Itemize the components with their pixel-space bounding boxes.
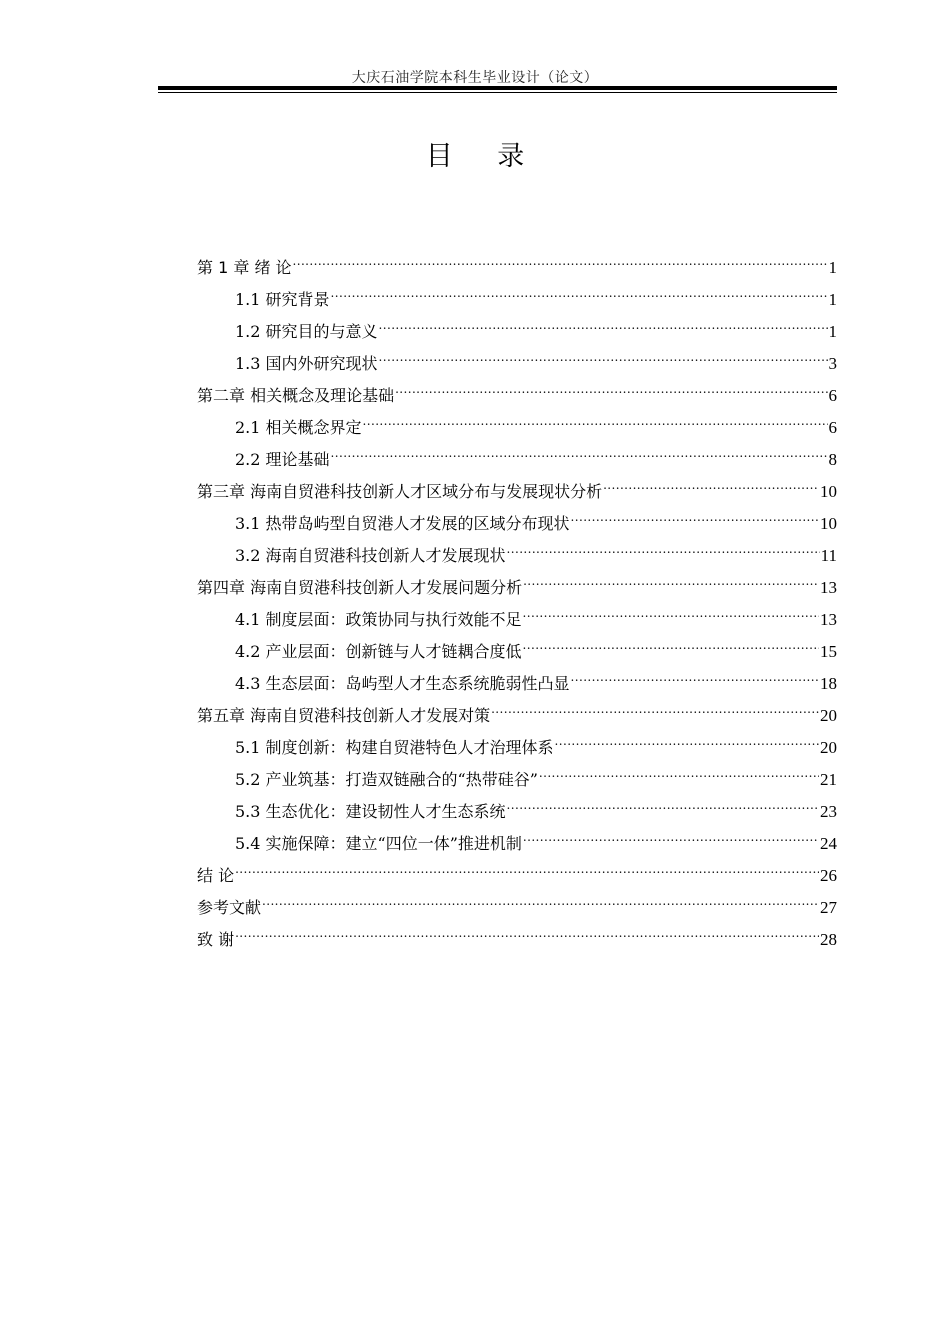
dot-leader	[235, 913, 819, 945]
dot-leader	[523, 561, 819, 593]
toc-title: 目 录	[425, 141, 543, 172]
toc-entry-label: 参考文献	[197, 898, 262, 917]
toc-entry-page: 18	[820, 674, 837, 693]
toc-entry-chapter-1[interactable]	[197, 241, 837, 277]
dot-leader	[523, 625, 819, 657]
toc-entry-page: 3	[828, 354, 837, 373]
toc-entry-page: 10	[820, 482, 837, 501]
toc-entry-page: 20	[820, 706, 837, 725]
toc-entry-conclusion[interactable]	[197, 849, 837, 885]
toc-entry-references[interactable]	[197, 881, 837, 917]
toc-entry-label: 5.3 生态优化：建设韧性人才生态系统	[235, 802, 506, 821]
toc-entry-page: 13	[820, 610, 837, 629]
dot-leader	[235, 849, 819, 881]
toc-entry-label: 4.3 生态层面：岛屿型人才生态系统脆弱性凸显	[235, 674, 570, 693]
dot-leader	[555, 721, 819, 753]
toc-entry-page: 26	[820, 866, 837, 885]
toc-entry-label: 5.1 制度创新：构建自贸港特色人才治理体系	[235, 738, 554, 757]
toc-entry-page: 1	[828, 322, 837, 341]
toc-entry-acknowledgements[interactable]	[197, 913, 837, 949]
toc-entry-page: 28	[820, 930, 837, 949]
toc-entry-page: 6	[828, 386, 837, 405]
toc-entry-page: 1	[828, 258, 837, 277]
toc-entry-label: 1.3 国内外研究现状	[235, 354, 378, 373]
toc-entry-label: 2.2 理论基础	[235, 450, 330, 469]
header-rule-thin	[158, 92, 837, 93]
dot-leader	[539, 753, 819, 785]
toc-entry-page: 13	[820, 578, 837, 597]
dot-leader	[507, 785, 819, 817]
dot-leader	[603, 465, 819, 497]
toc-entry-page: 8	[828, 450, 837, 469]
dot-leader	[379, 337, 828, 369]
toc-entry-page: 1	[828, 290, 837, 309]
toc-entry-page: 24	[820, 834, 837, 853]
toc-entry-label: 4.2 产业层面：创新链与人才链耦合度低	[235, 642, 522, 661]
dot-leader	[379, 305, 828, 337]
toc-entry-page: 11	[820, 546, 837, 565]
dot-leader	[523, 817, 819, 849]
toc-entry-label: 致 谢	[197, 930, 235, 949]
toc-entry-page: 6	[828, 418, 837, 437]
dot-leader	[262, 881, 819, 913]
toc-entry-label: 结 论	[197, 866, 235, 885]
toc-entry-label: 第二章 相关概念及理论基础	[197, 386, 395, 405]
toc-entry-label: 第五章 海南自贸港科技创新人才发展对策	[197, 706, 491, 725]
toc-entry-label: 5.4 实施保障：建立“四位一体”推进机制	[235, 834, 522, 853]
dot-leader	[331, 273, 828, 305]
toc-entry-label: 3.1 热带岛屿型自贸港人才发展的区域分布现状	[235, 514, 570, 533]
header-rule-thick	[158, 86, 837, 90]
toc-entry-label: 4.1 制度层面：政策协同与执行效能不足	[235, 610, 522, 629]
toc-entry-label: 第四章 海南自贸港科技创新人才发展问题分析	[197, 578, 523, 597]
dot-leader	[331, 433, 828, 465]
toc-entry-page: 21	[820, 770, 837, 789]
toc-entry-label: 3.2 海南自贸港科技创新人才发展现状	[235, 546, 506, 565]
dot-leader	[395, 369, 827, 401]
dot-leader	[491, 689, 819, 721]
toc-entry-page: 20	[820, 738, 837, 757]
toc-entry-label: 1.1 研究背景	[235, 290, 330, 309]
toc-entry-label: 第三章 海南自贸港科技创新人才区域分布与发展现状分析	[197, 482, 603, 501]
toc-entry-page: 23	[820, 802, 837, 821]
toc-entry-label: 1.2 研究目的与意义	[235, 322, 378, 341]
table-of-contents	[197, 241, 837, 949]
toc-entry-page: 15	[820, 642, 837, 661]
toc-entry-label: 2.1 相关概念界定	[235, 418, 362, 437]
toc-entry-section-1-1[interactable]	[197, 273, 837, 309]
toc-entry-label: 第 1 章 绪 论	[197, 258, 292, 277]
toc-entry-page: 27	[820, 898, 837, 917]
dot-leader	[507, 529, 820, 561]
dot-leader	[571, 497, 819, 529]
toc-entry-page: 10	[820, 514, 837, 533]
dot-leader	[523, 593, 819, 625]
running-header: 大庆石油学院本科生毕业设计（论文）	[351, 70, 599, 86]
dot-leader	[571, 657, 819, 689]
dot-leader	[363, 401, 828, 433]
dot-leader	[293, 241, 828, 273]
toc-entry-label: 5.2 产业筑基：打造双链融合的“热带硅谷”	[235, 770, 538, 789]
